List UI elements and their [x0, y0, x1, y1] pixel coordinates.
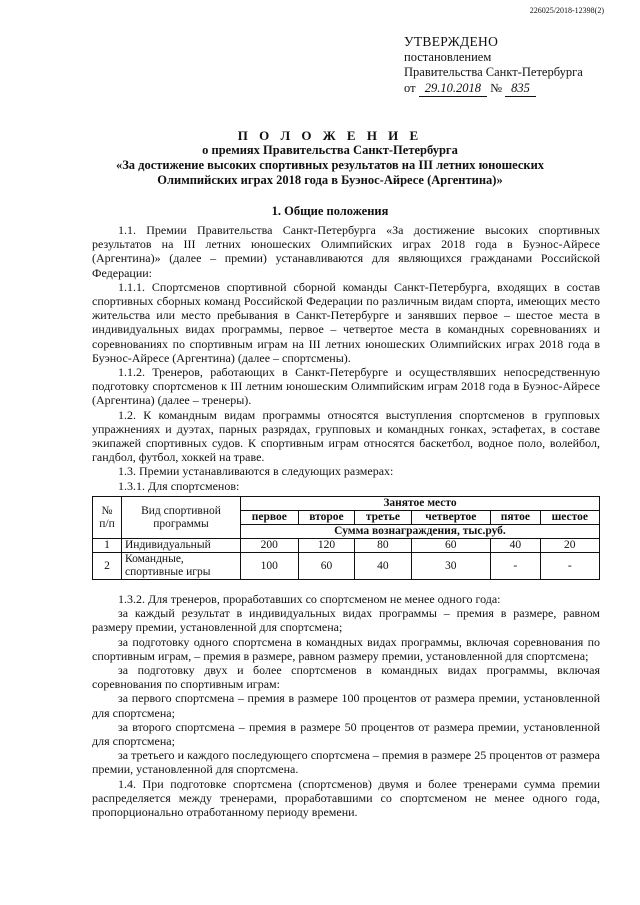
prize-table — [92, 496, 600, 580]
document-title — [60, 128, 600, 188]
paragraph: за подготовку двух и более спортсменов в командных видах программы, включая соревнования по спортивным играм: — [92, 663, 600, 692]
cell: 20 — [540, 539, 599, 553]
paragraph: за первого спортсмена – премия в размере 100 процентов от размера премии, установленной для спортсмена; — [92, 691, 600, 720]
paragraph: за подготовку одного спортсмена в командных видах программы, включая соревнования по спортивным играм, – премия в размере, равном размеру премии, установленной для спортсмена; — [92, 634, 600, 663]
paragraph: 1.3.1. Для спортсменов: — [118, 478, 240, 493]
cell: 120 — [298, 539, 355, 553]
row-kind: Командные, спортивные игры — [122, 553, 241, 580]
paragraph: 1.3.2. Для тренеров, проработавших со спортсменом не менее одного года: — [118, 592, 501, 606]
cell: 30 — [411, 553, 491, 580]
paragraph: за второго спортсмена – премия в размере 50 процентов от размера премии, установленной для спортсмена; — [92, 719, 600, 749]
number-label: № — [490, 80, 502, 95]
row-kind: Индивидуальный — [122, 539, 241, 553]
paragraph: 1.3. Премии устанавливаются в следующих размерах: — [118, 464, 394, 479]
title-heading: П О Л О Ж Е Н И Е — [237, 128, 423, 143]
from-label: от — [404, 80, 416, 95]
cell: 60 — [298, 553, 355, 580]
section-heading: 1. Общие положения — [271, 204, 389, 218]
paragraphs-top — [92, 223, 600, 493]
table-row — [93, 553, 600, 580]
sum-header: Сумма вознаграждения, тыс.руб. — [241, 525, 600, 539]
paragraph: 1.4. При подготовке спортсмена (спортсменов) двумя и более тренерами сумма премии распределяется между тренерами, проработавшими со спортсменом не менее одного года, пропорционально отработанному периоду времени. — [92, 776, 600, 820]
cell: 60 — [411, 539, 491, 553]
row-num: 1 — [93, 539, 122, 553]
place-col: пятое — [491, 511, 541, 525]
cell: 40 — [491, 539, 541, 553]
place-col: второе — [298, 511, 355, 525]
cell: 100 — [241, 553, 299, 580]
document-number: 226025/2018-12398(2) — [529, 6, 604, 15]
place-col: шестое — [540, 511, 599, 525]
approval-line: постановлением — [404, 49, 492, 64]
approval-date: 29.10.2018 — [419, 81, 487, 98]
approval-stamp: УТВЕРЖДЕНО — [404, 34, 499, 49]
cell: - — [540, 553, 599, 580]
approval-block — [404, 34, 583, 97]
cell: 80 — [355, 539, 411, 553]
paragraph: 1.1.2. Тренеров, работающих в Санкт-Петербурге и осуществлявших непосредственную подготовку спортсменов к III летним юношеским Олимпийским играм 2018 года в Буэнос-Айресе (Аргентина) (далее – тренеры). — [92, 365, 600, 408]
place-header: Занятое место — [241, 497, 600, 511]
paragraph: 1.2. К командным видам программы относятся выступления спортсменов в групповых упражнениях и дуэтах, парных разрядах, групповых и командных гонках, эстафетах, в составе экипажей спортивных судов. К спортивным играм относятся баскетбол, водное поло, волейбол, гандбол, футбол, хоккей на траве. — [92, 407, 600, 465]
paragraph: за каждый результат в индивидуальных видах программы – премия в размере, равном размеру премии, установленной для спортсмена; — [92, 606, 600, 635]
paragraphs-bottom — [92, 592, 600, 819]
cell: - — [491, 553, 541, 580]
place-col: четвертое — [411, 511, 491, 525]
approval-date-line — [404, 81, 583, 98]
paragraph: 1.1.1. Спортсменов спортивной сборной команды Санкт-Петербурга, входящих в состав спортивных сборных команд Российской Федерации по различным видам спорта, имеющих место жительства или место пребывания в Санкт-Петербурге и занявших первое – шестое места в индивидуальных видах программы, первое – четвертое места в командных соревнованиях и соревнованиях по спортивным играм на III летних юношеских Олимпийских играх 2018 года в Буэнос-Айресе (Аргентина) (далее – спортсмены). — [92, 279, 600, 365]
approval-number: 835 — [505, 81, 536, 98]
cell: 40 — [355, 553, 411, 580]
row-num: 2 — [93, 553, 122, 580]
col-num-header: № п/п — [93, 497, 122, 539]
paragraph: 1.1. Премии Правительства Санкт-Петербурга «За достижение высоких спортивных результатов на III летних юношеских Олимпийских играх 2018 года в Буэнос-Айресе (Аргентина)» (далее – премии) устанавливаются для являющихся гражданами Российской Федерации: — [92, 223, 600, 280]
place-col: первое — [241, 511, 299, 525]
approval-government: Правительства Санкт-Петербурга — [404, 65, 583, 79]
title-line: Олимпийских играх 2018 года в Буэнос-Айресе (Аргентина)» — [157, 173, 503, 187]
place-col: третье — [355, 511, 411, 525]
col-kind-header: Вид спортивной программы — [122, 497, 241, 539]
paragraph: за третьего и каждого последующего спортсмена – премия в размере 25 процентов от размера премии, установленной для спортсмена. — [92, 748, 600, 777]
title-line: «За достижение высоких спортивных результатов на III летних юношеских — [115, 158, 545, 172]
title-line: о премиях Правительства Санкт-Петербурга — [202, 143, 458, 157]
table-row — [93, 539, 600, 553]
cell: 200 — [241, 539, 299, 553]
